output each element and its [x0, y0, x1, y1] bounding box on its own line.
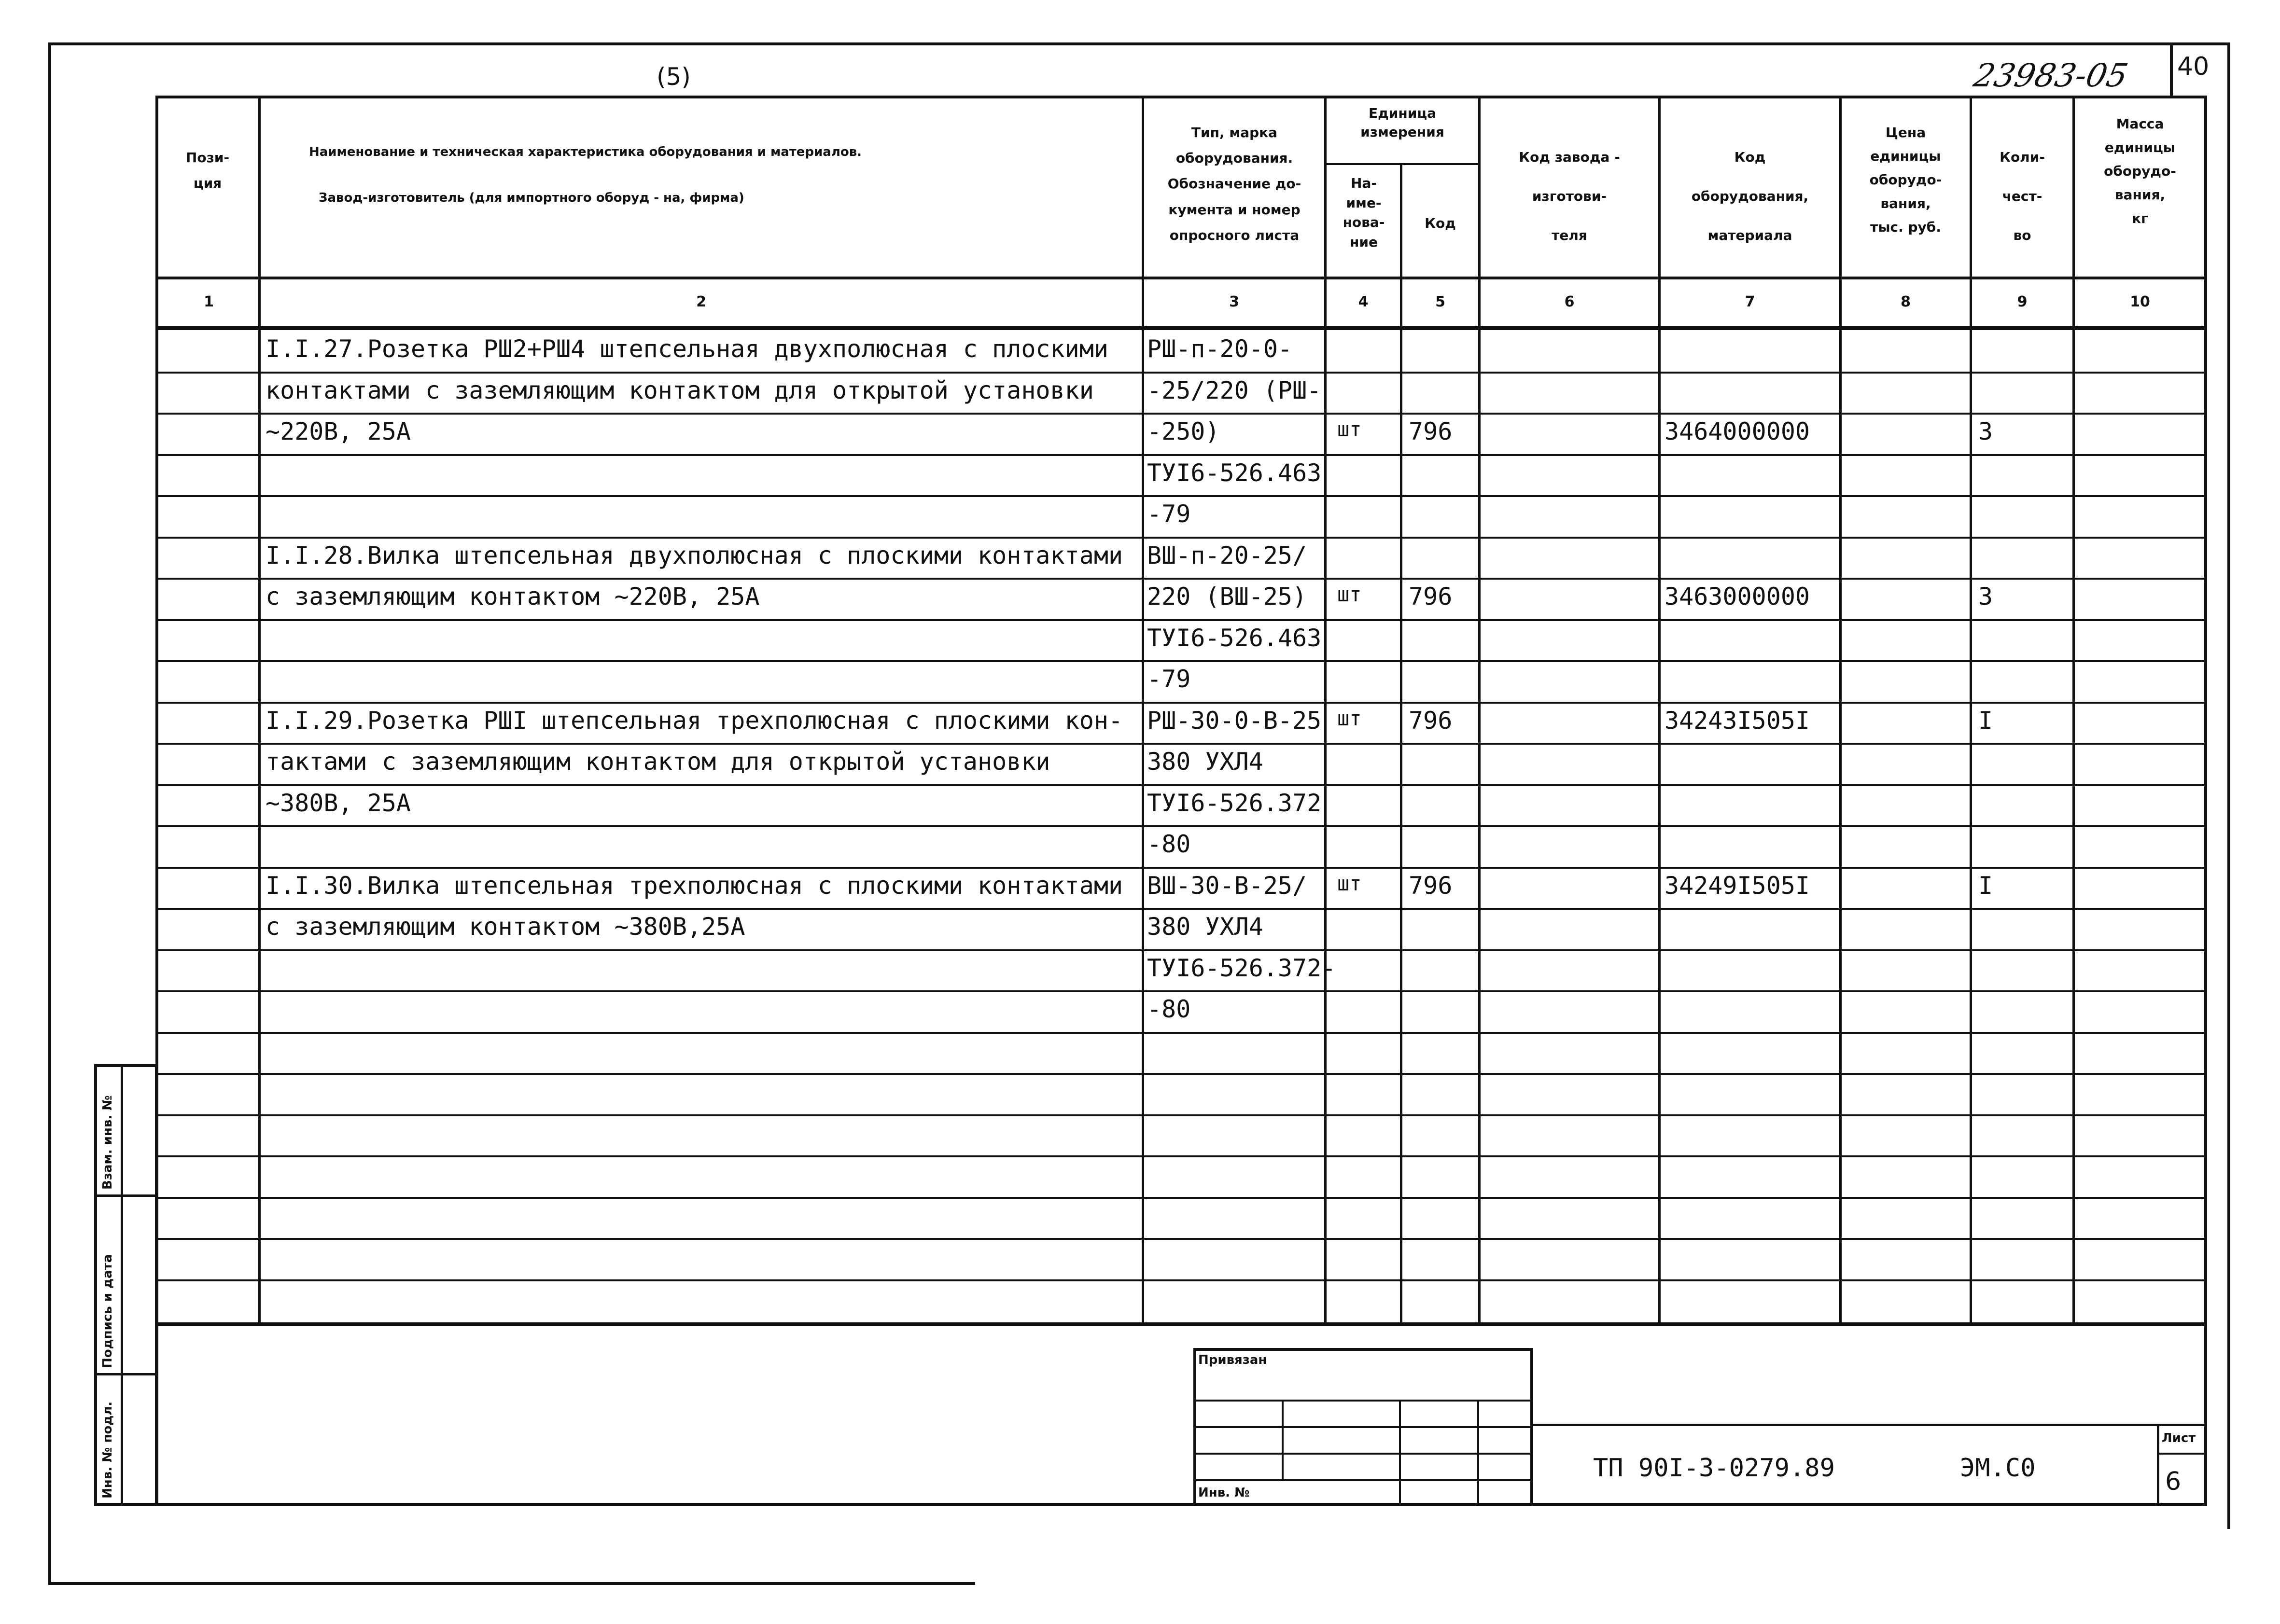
col-line-3 [1324, 96, 1327, 1324]
row-quantity-cell: I [1978, 872, 1993, 900]
row-divider [155, 1279, 2207, 1281]
row-type-cell: -25/220 (РШ- [1147, 376, 1322, 404]
unit-group-line [1324, 163, 1480, 165]
row-type-cell: 220 (ВШ-25) [1147, 583, 1307, 611]
col-header-type: Тип, марка оборудования. Обозначение до- кумента и номер опросного листа [1167, 125, 1301, 243]
row-type-cell: ВШ-30-В-25/ [1147, 872, 1307, 900]
row-material-code-cell: 34249I505I [1665, 872, 1810, 900]
row-name-cell: тактами с заземляющим контактом для открытой установки [266, 748, 1050, 776]
row-divider [155, 990, 2207, 992]
row-type-cell: 380 УХЛ4 [1147, 913, 1263, 941]
stamp-project-code: ТП 90I-3-0279.89 [1593, 1454, 1835, 1483]
row-name-cell: контактами с заземляющим контактом для открытой установки [266, 376, 1094, 404]
side-strip-line-2 [94, 1373, 158, 1375]
stamp-line-2 [1193, 1426, 1533, 1428]
row-divider [155, 619, 2207, 621]
row-name-cell: I.I.29.Розетка РШI штепсельная трехполюсная с плоскими кон- [266, 707, 1123, 735]
row-divider [155, 702, 2207, 704]
row-name-cell: I.I.28.Вилка штепсельная двухполюсная с плоскими контактами [266, 541, 1123, 569]
row-type-cell: -79 [1147, 500, 1191, 528]
row-material-code-cell: 34243I505I [1665, 707, 1810, 735]
row-unit-cell: шт [1337, 583, 1362, 606]
row-type-cell: ТУI6-526.463 [1147, 624, 1322, 652]
numbers-bottom-line [155, 326, 2207, 330]
row-divider [155, 825, 2207, 827]
col-number-9: 9 [2017, 293, 2028, 310]
side-label-signature-date: Подпись и дата [100, 1254, 115, 1368]
row-name-cell: с заземляющим контактом ~220В, 25А [266, 583, 760, 611]
col-header-price: Цена единицы оборудо- вания, тыс. руб. [1869, 125, 1942, 235]
outer-frame-left [48, 42, 51, 1584]
stamp-sheet-number: 6 [2165, 1467, 2182, 1496]
row-unit-code-cell: 796 [1409, 583, 1453, 611]
row-unit-code-cell: 796 [1409, 872, 1453, 900]
row-name-cell: ~380В, 25А [266, 789, 411, 817]
header-bottom-line [155, 277, 2207, 279]
col-number-6: 6 [1564, 293, 1575, 310]
row-name-cell: I.I.27.Розетка РШ2+РШ4 штепсельная двухполюсная с плоскими [266, 335, 1108, 363]
row-type-cell: -79 [1147, 665, 1191, 693]
row-unit-cell: шт [1337, 417, 1362, 441]
col-number-2: 2 [696, 293, 706, 310]
stamp-title-top-line [1533, 1424, 2207, 1426]
stamp-privyazan-label: Привязан [1198, 1353, 1267, 1367]
col-header-mass: Масса единицы оборудо- вания, кг [2104, 116, 2176, 226]
col-number-5: 5 [1435, 293, 1445, 310]
row-type-cell: ВШ-п-20-25/ [1147, 541, 1307, 569]
stamp-line-1 [1193, 1400, 1533, 1402]
row-divider [155, 372, 2207, 374]
col-number-4: 4 [1358, 293, 1369, 310]
row-type-cell: -80 [1147, 830, 1191, 858]
stamp-doc-mark: ЭМ.С0 [1960, 1454, 2036, 1483]
page-number: 40 [2177, 52, 2210, 81]
col-line-5 [1478, 96, 1481, 1324]
col-number-7: 7 [1745, 293, 1755, 310]
col-line-2 [1142, 96, 1144, 1324]
row-divider [155, 1238, 2207, 1240]
row-name-cell: ~220В, 25А [266, 417, 411, 445]
stamp-vline-1 [1282, 1400, 1284, 1479]
row-unit-cell: шт [1337, 707, 1362, 730]
col-header-unit-group: Единица измерения [1360, 105, 1444, 140]
row-type-cell: 380 УХЛ4 [1147, 748, 1263, 776]
col-header-unit-name: На- име- нова- ние [1343, 175, 1385, 250]
row-type-cell: -250) [1147, 417, 1220, 445]
row-quantity-cell: 3 [1978, 583, 1993, 611]
stamp-sheet-label: Лист [2162, 1431, 2196, 1445]
col-number-10: 10 [2130, 293, 2150, 310]
col-header-name-line2: Завод-изготовитель (для импортного оборуд - на, фирма) [319, 191, 744, 205]
row-divider [155, 454, 2207, 456]
stamp-sheet-line [2157, 1453, 2207, 1455]
row-divider [155, 413, 2207, 415]
col-header-unit-code: Код [1425, 215, 1456, 231]
row-type-cell: РШ-30-0-В-25 [1147, 707, 1322, 735]
row-divider [155, 1114, 2207, 1116]
col-line-6 [1658, 96, 1661, 1324]
body-bottom-line [155, 1322, 2207, 1326]
stamp-vline-2 [1399, 1400, 1401, 1506]
side-label-replace-inv: Взам. инв. № [100, 1095, 115, 1190]
row-quantity-cell: 3 [1978, 417, 1993, 445]
outer-frame-bottom [48, 1582, 975, 1585]
row-type-cell: ТУI6-526.372 [1147, 789, 1322, 817]
row-name-cell: с заземляющим контактом ~380В,25А [266, 913, 745, 941]
col-number-8: 8 [1901, 293, 1911, 310]
row-divider [155, 784, 2207, 786]
page-box-divider [2170, 42, 2173, 97]
row-divider [155, 660, 2207, 662]
outer-frame-top [48, 42, 2230, 45]
row-divider [155, 1073, 2207, 1075]
row-type-cell: -80 [1147, 995, 1191, 1023]
row-material-code-cell: 3464000000 [1665, 417, 1810, 445]
row-divider [155, 495, 2207, 497]
col-header-factory-code: Код завода - изготови- теля [1519, 149, 1620, 244]
row-name-cell: I.I.30.Вилка штепсельная трехполюсная с плоскими контактами [266, 872, 1123, 900]
stamp-inv-label: Инв. № [1198, 1485, 1250, 1500]
col-number-1: 1 [204, 293, 214, 310]
row-divider [155, 743, 2207, 745]
row-divider [155, 908, 2207, 910]
side-strip-divider [121, 1064, 123, 1506]
col-header-material-code: Код оборудования, материала [1691, 149, 1809, 244]
row-divider [155, 1032, 2207, 1034]
row-unit-code-cell: 796 [1409, 707, 1453, 735]
row-type-cell: РШ-п-20-0- [1147, 335, 1293, 363]
stamp-line-3 [1193, 1453, 1533, 1455]
col-header-position: Пози- ция [185, 150, 230, 192]
side-label-original-inv: Инв. № подл. [100, 1401, 115, 1499]
row-divider [155, 949, 2207, 951]
col-header-name-line1: Наименование и техническая характеристика оборудования и материалов. [309, 145, 862, 159]
row-divider [155, 578, 2207, 580]
col-line-8 [1970, 96, 1972, 1324]
row-material-code-cell: 3463000000 [1665, 583, 1810, 611]
row-divider [155, 1155, 2207, 1157]
stamp-vline-3 [1477, 1400, 1479, 1506]
outer-frame-right [2227, 42, 2230, 1529]
row-divider [155, 1197, 2207, 1199]
row-unit-code-cell: 796 [1409, 417, 1453, 445]
row-divider [155, 537, 2207, 539]
col-number-3: 3 [1229, 293, 1239, 310]
section-marker: (5) [657, 63, 691, 91]
row-unit-cell: шт [1337, 872, 1362, 895]
side-strip-line-1 [94, 1194, 158, 1197]
row-type-cell: ТУI6-526.372- [1147, 954, 1336, 982]
col-header-quantity: Коли- чест- во [2000, 149, 2045, 244]
row-type-cell: ТУI6-526.463 [1147, 459, 1322, 487]
stamp-line-4 [1193, 1479, 1533, 1481]
row-divider [155, 867, 2207, 869]
stamp-sheet-divider [2157, 1424, 2159, 1506]
col-line-7 [1839, 96, 1842, 1324]
document-code: 23983-05 [1970, 57, 2131, 94]
col-line-1 [258, 96, 261, 1324]
row-quantity-cell: I [1978, 707, 1993, 735]
col-line-9 [2072, 96, 2075, 1324]
